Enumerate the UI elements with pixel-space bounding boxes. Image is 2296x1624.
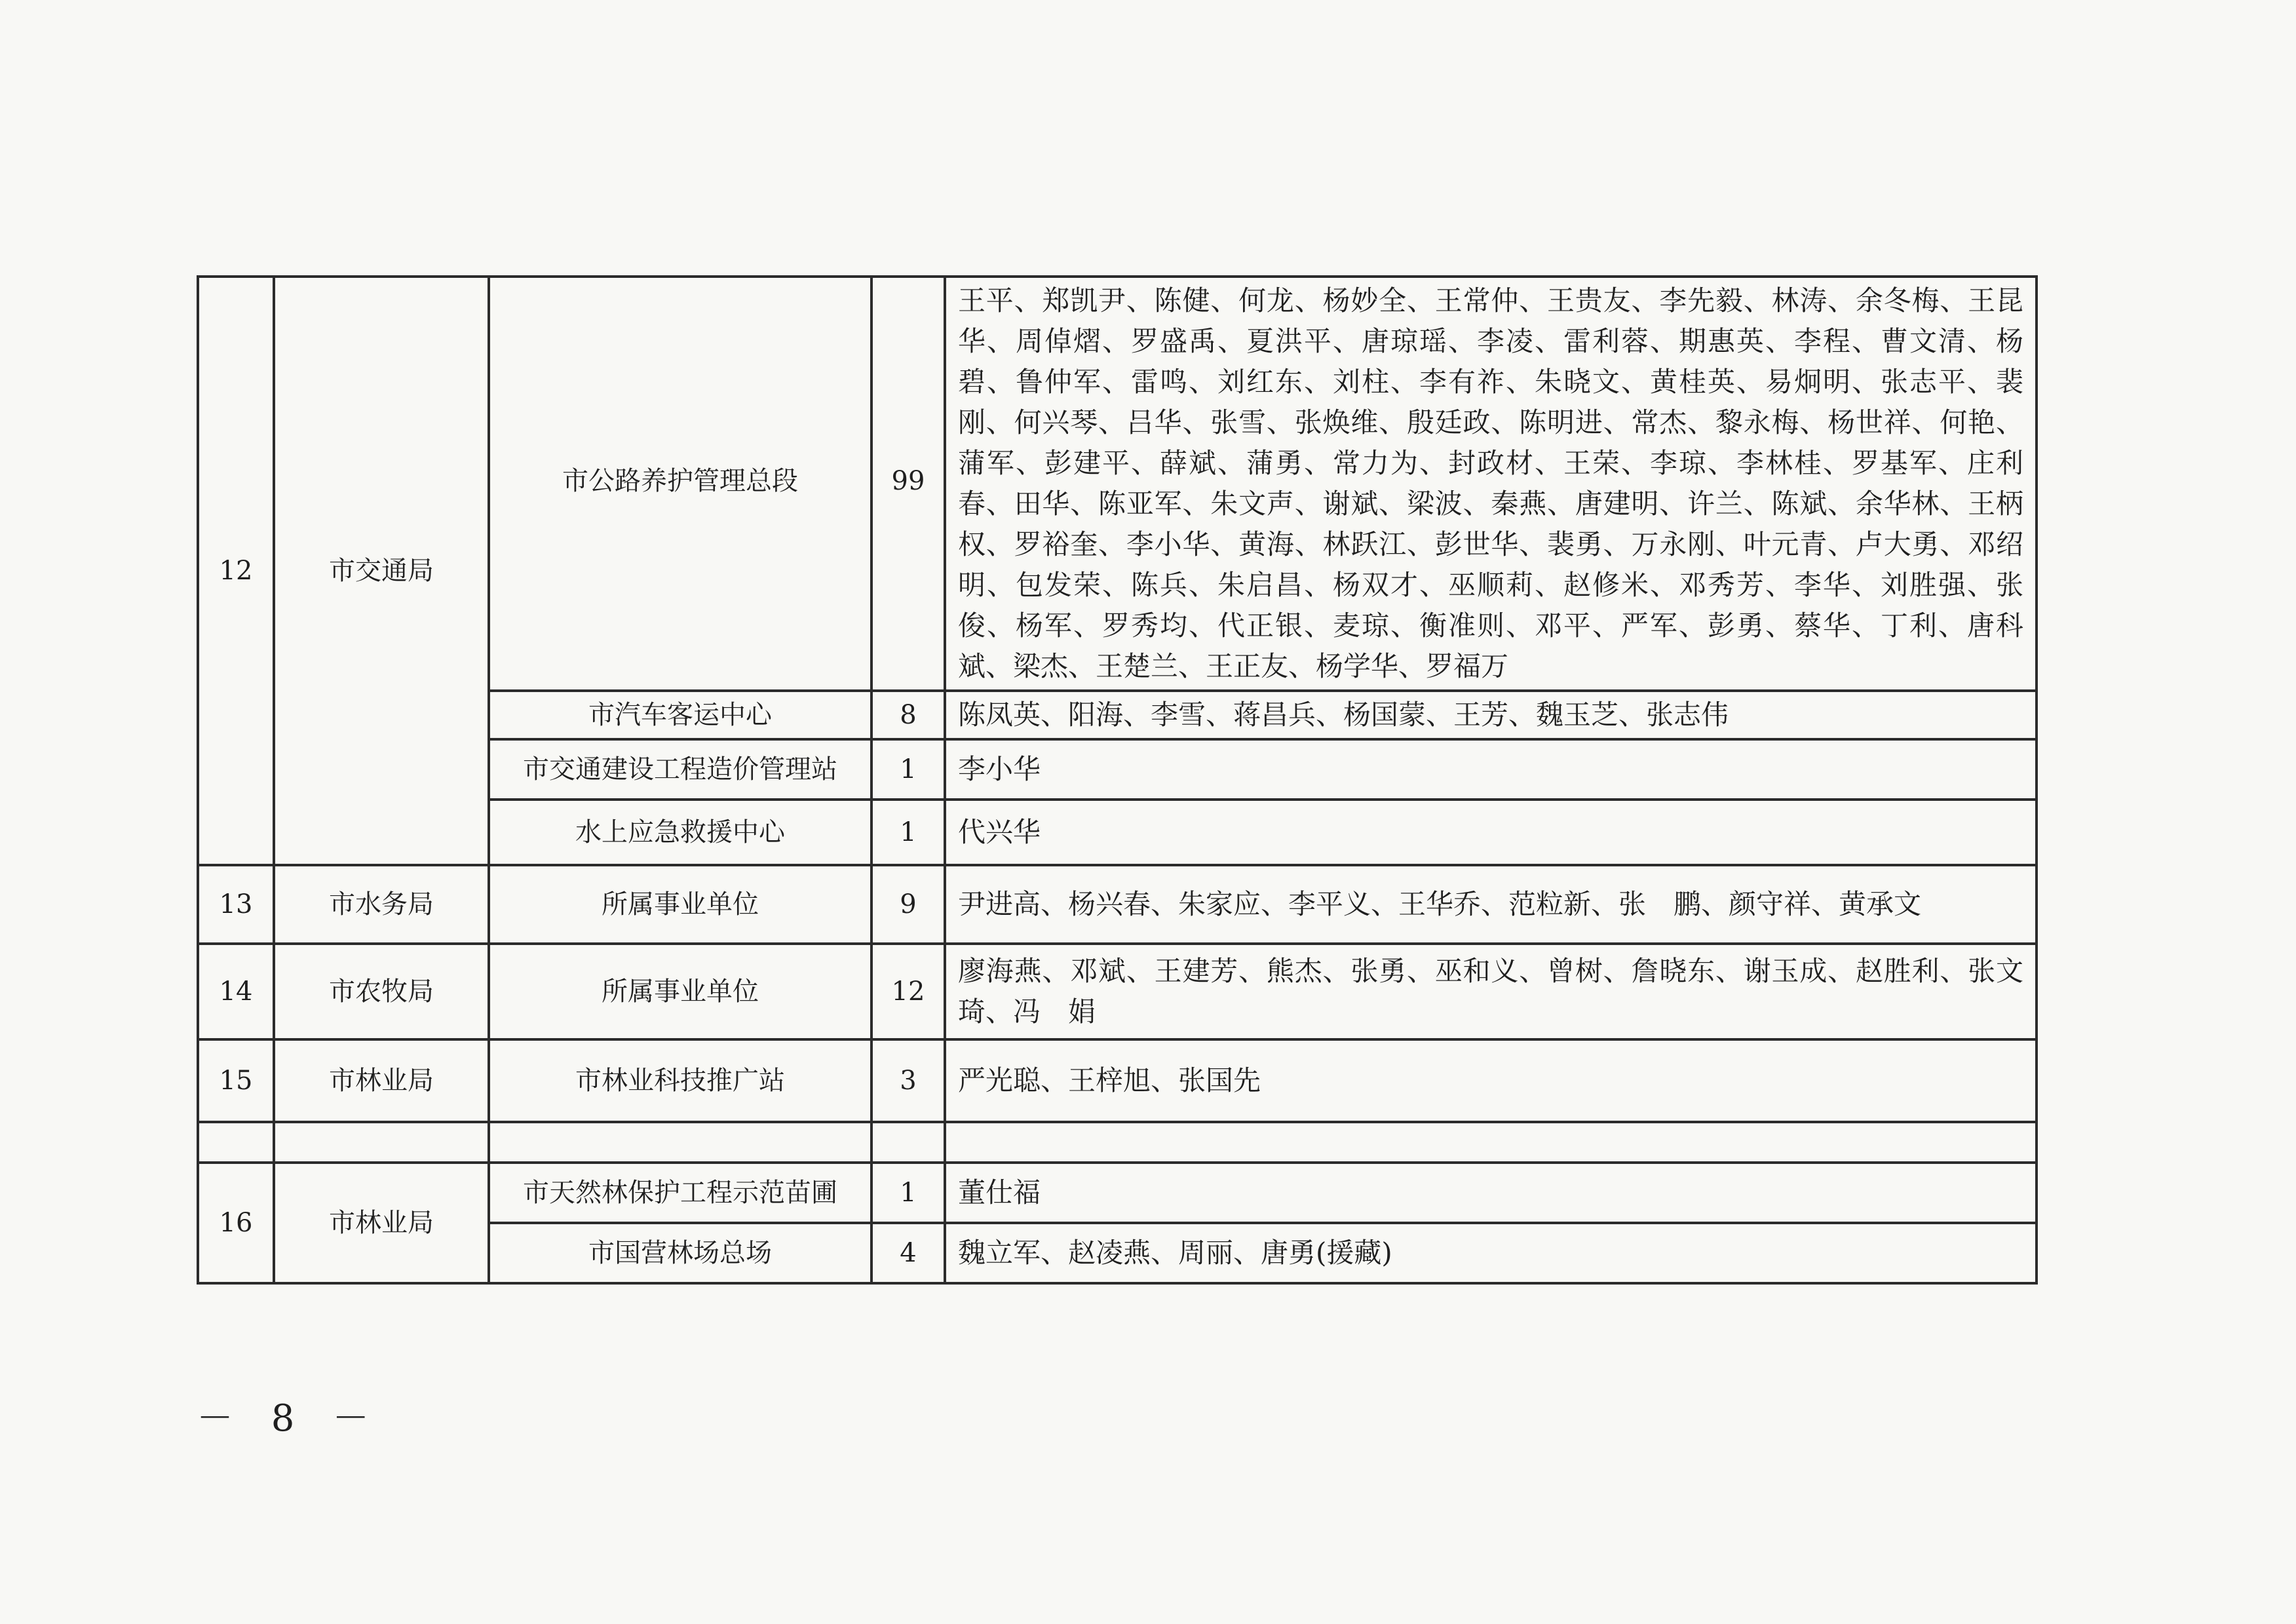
person-count: 1 — [871, 800, 945, 865]
table-row — [198, 1039, 2037, 1122]
unit-name: 市国营林场总场 — [489, 1223, 871, 1283]
name-list: 尹进高、杨兴春、朱家应、李平义、王华乔、范粒新、张 鹏、颜守祥、黄承文 — [945, 865, 2037, 944]
row-number: 13 — [198, 865, 274, 944]
bureau-name: 市交通局 — [274, 277, 489, 865]
bureau-name: 市农牧局 — [274, 944, 489, 1039]
bureau-name: 市林业局 — [274, 1039, 489, 1122]
unit-name: 所属事业单位 — [489, 944, 871, 1039]
row-number: 14 — [198, 944, 274, 1039]
row-number: 16 — [198, 1163, 274, 1283]
name-list: 陈凤英、阳海、李雪、蒋昌兵、杨国蒙、王芳、魏玉芝、张志伟 — [945, 691, 2037, 739]
unit-name: 市林业科技推广站 — [489, 1039, 871, 1122]
unit-name: 所属事业单位 — [489, 865, 871, 944]
empty-cell — [198, 1122, 274, 1163]
personnel-table — [197, 275, 2038, 1285]
empty-cell — [489, 1122, 871, 1163]
table-row — [198, 944, 2037, 1039]
person-count: 1 — [871, 739, 945, 800]
name-list: 魏立军、赵凌燕、周丽、唐勇(援藏) — [945, 1223, 2037, 1283]
unit-name: 水上应急救援中心 — [489, 800, 871, 865]
person-count: 8 — [871, 691, 945, 739]
empty-cell — [274, 1122, 489, 1163]
empty-row — [198, 1122, 2037, 1163]
bureau-name: 市林业局 — [274, 1163, 489, 1283]
table-row — [198, 1163, 2037, 1223]
bureau-name: 市水务局 — [274, 865, 489, 944]
empty-cell — [871, 1122, 945, 1163]
name-list: 董仕福 — [945, 1163, 2037, 1223]
person-count: 99 — [871, 277, 945, 691]
person-count: 1 — [871, 1163, 945, 1223]
person-count: 12 — [871, 944, 945, 1039]
person-count: 3 — [871, 1039, 945, 1122]
unit-name: 市交通建设工程造价管理站 — [489, 739, 871, 800]
row-number: 12 — [198, 277, 274, 865]
unit-name: 市天然林保护工程示范苗圃 — [489, 1163, 871, 1223]
name-list: 李小华 — [945, 739, 2037, 800]
person-count: 9 — [871, 865, 945, 944]
person-count: 4 — [871, 1223, 945, 1283]
empty-cell — [945, 1122, 2037, 1163]
unit-name: 市公路养护管理总段 — [489, 277, 871, 691]
name-list: 代兴华 — [945, 800, 2037, 865]
unit-name: 市汽车客运中心 — [489, 691, 871, 739]
name-list: 严光聪、王梓旭、张国先 — [945, 1039, 2037, 1122]
name-list: 王平、郑凯尹、陈健、何龙、杨妙全、王常仲、王贵友、李先毅、林涛、余冬梅、王昆华、周倬熠、罗盛禹、夏洪平、唐琼瑶、李凌、雷利蓉、期惠英、李程、曹文清、杨碧、鲁仲军、雷鸣、刘红东、刘柱、李有祚、朱晓文、黄桂英、易炯明、张志平、裴刚、何兴琴、吕华、张雪、张焕维、殷廷政、陈明进、常杰、黎永梅、杨世祥、何艳、蒲军、彭建平、薛斌、蒲勇、常力为、封政材、王荣、李琼、李林桂、罗基军、庄利春、田华、陈亚军、朱文声、谢斌、梁波、秦燕、唐建明、许兰、陈斌、余华林、王柄权、罗裕奎、李小华、黄海、林跃江、彭世华、裴勇、万永刚、叶元青、卢大勇、邓绍明、包发荣、陈兵、朱启昌、杨双才、巫顺莉、赵修米、邓秀芳、李华、刘胜强、张俊、杨军、罗秀均、代正银、麦琼、衡准则、邓平、严军、彭勇、蔡华、丁利、唐科斌、梁杰、王楚兰、王正友、杨学华、罗福万 — [945, 277, 2037, 691]
table-row — [198, 277, 2037, 691]
row-number: 15 — [198, 1039, 274, 1122]
table-row — [198, 865, 2037, 944]
name-list: 廖海燕、邓斌、王建芳、熊杰、张勇、巫和义、曾树、詹晓东、谢玉成、赵胜利、张文琦、冯 娟 — [945, 944, 2037, 1039]
page-number: － 8 － — [197, 1397, 383, 1440]
